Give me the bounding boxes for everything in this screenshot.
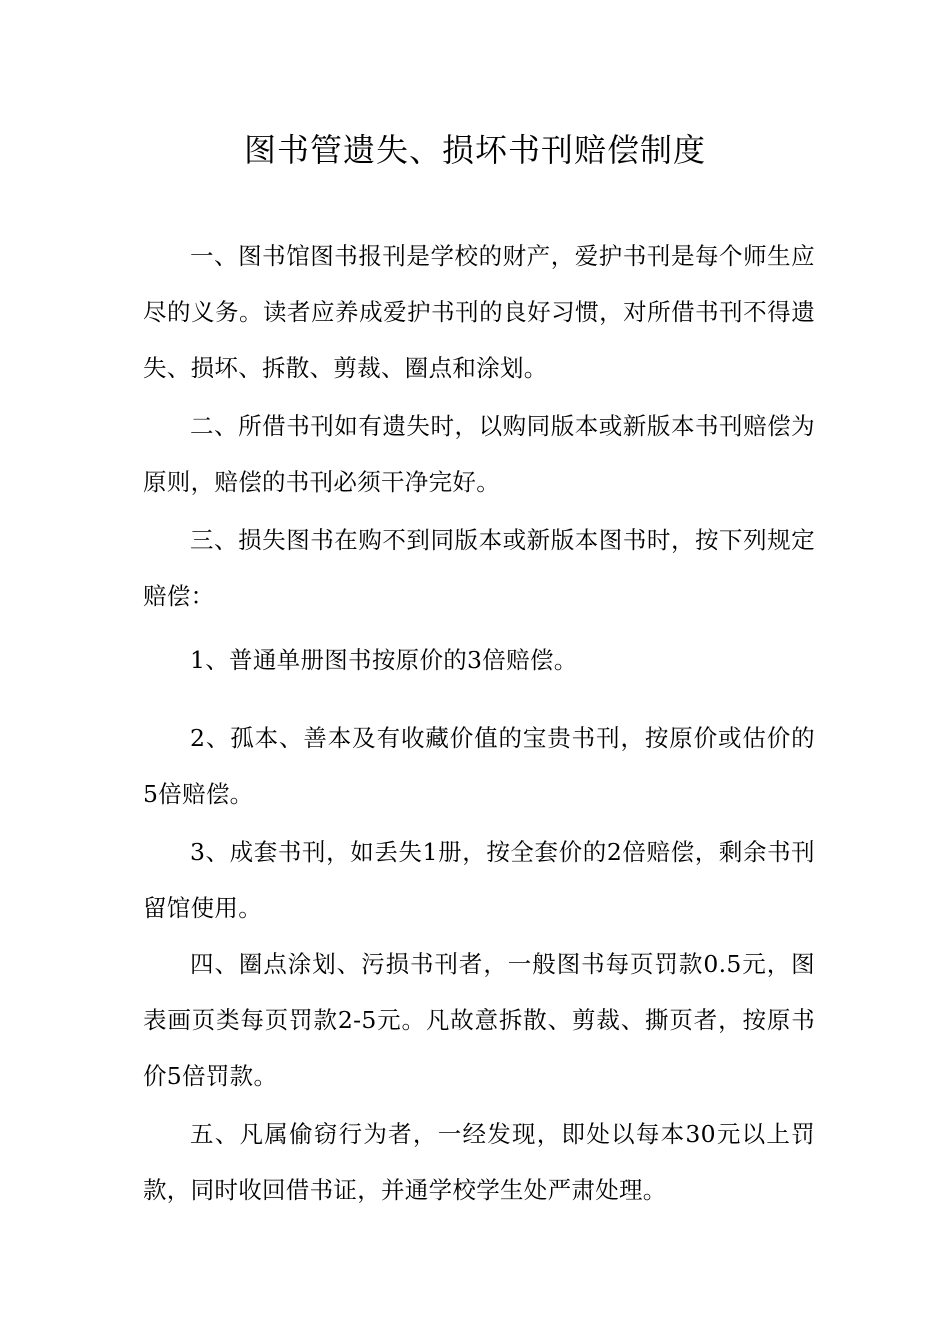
paragraph-rule-4: 四、圈点涂划、污损书刊者，一般图书每页罚款0.5元，图表画页类每页罚款2-5元。凡故意拆散、剪裁、撕页者，按原书价5倍罚款。 (143, 950, 815, 1090)
paragraph-item-1: 1、普通单册图书按原价的3倍赔偿。 (190, 646, 578, 674)
paragraph-item-3: 3、成套书刊，如丢失1册，按全套价的2倍赔偿，剩余书刊留馆使用。 (143, 838, 815, 922)
paragraph-rule-2: 二、所借书刊如有遗失时，以购同版本或新版本书刊赔偿为原则，赔偿的书刊必须干净完好。 (143, 412, 815, 496)
paragraph-rule-1: 一、图书馆图书报刊是学校的财产，爱护书刊是每个师生应尽的义务。读者应养成爱护书刊的良好习惯，对所借书刊不得遗失、损坏、拆散、剪裁、圈点和涂划。 (143, 242, 815, 382)
paragraph-item-2: 2、孤本、善本及有收藏价值的宝贵书刊，按原价或估价的5倍赔偿。 (143, 724, 815, 808)
paragraph-rule-5: 五、凡属偷窃行为者，一经发现，即处以每本30元以上罚款，同时收回借书证，并通学校学生处严肃处理。 (143, 1120, 815, 1204)
paragraph-rule-3: 三、损失图书在购不到同版本或新版本图书时，按下列规定赔偿： (143, 526, 815, 610)
page-title: 图书管遗失、损坏书刊赔偿制度 (243, 131, 706, 169)
